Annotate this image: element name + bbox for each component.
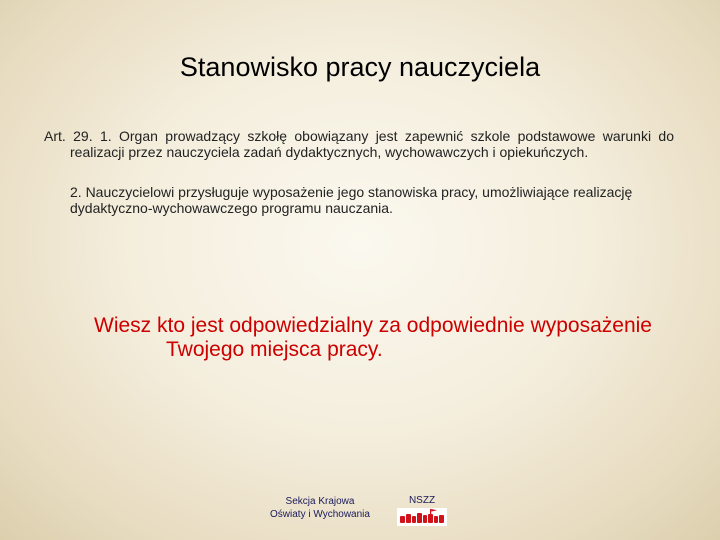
footer-union: [396, 495, 448, 526]
callout-question: Wiesz kto jest odpowiedzialny za odpowiednie wyposażenie Twojego miejsca pracy.: [94, 314, 652, 361]
footer-union-label: NSZZ: [408, 495, 436, 506]
slide-title: Stanowisko pracy nauczyciela: [179, 52, 541, 82]
footer-section-name: [255, 495, 385, 521]
article-paragraph-2: 2. Nauczycielowi przysługuje wyposażenie jego stanowiska pracy, umożliwiające realizację dydaktyczno-wychowawczego programu nauczania.: [70, 184, 633, 216]
solidarnosc-logo-icon: [397, 508, 447, 526]
article-paragraph-1: Art. 29. 1. Organ prowadzący szkołę obowiązany jest zapewnić szkole podstawowe warunki do realizacji przez nauczyciela zadań dydaktycznych, wychowawczych i opiekuńczych.: [44, 128, 674, 160]
footer-section-line-1: Sekcja Krajowa: [285, 496, 355, 507]
footer-section-line-2: Oświaty i Wychowania: [270, 509, 370, 520]
